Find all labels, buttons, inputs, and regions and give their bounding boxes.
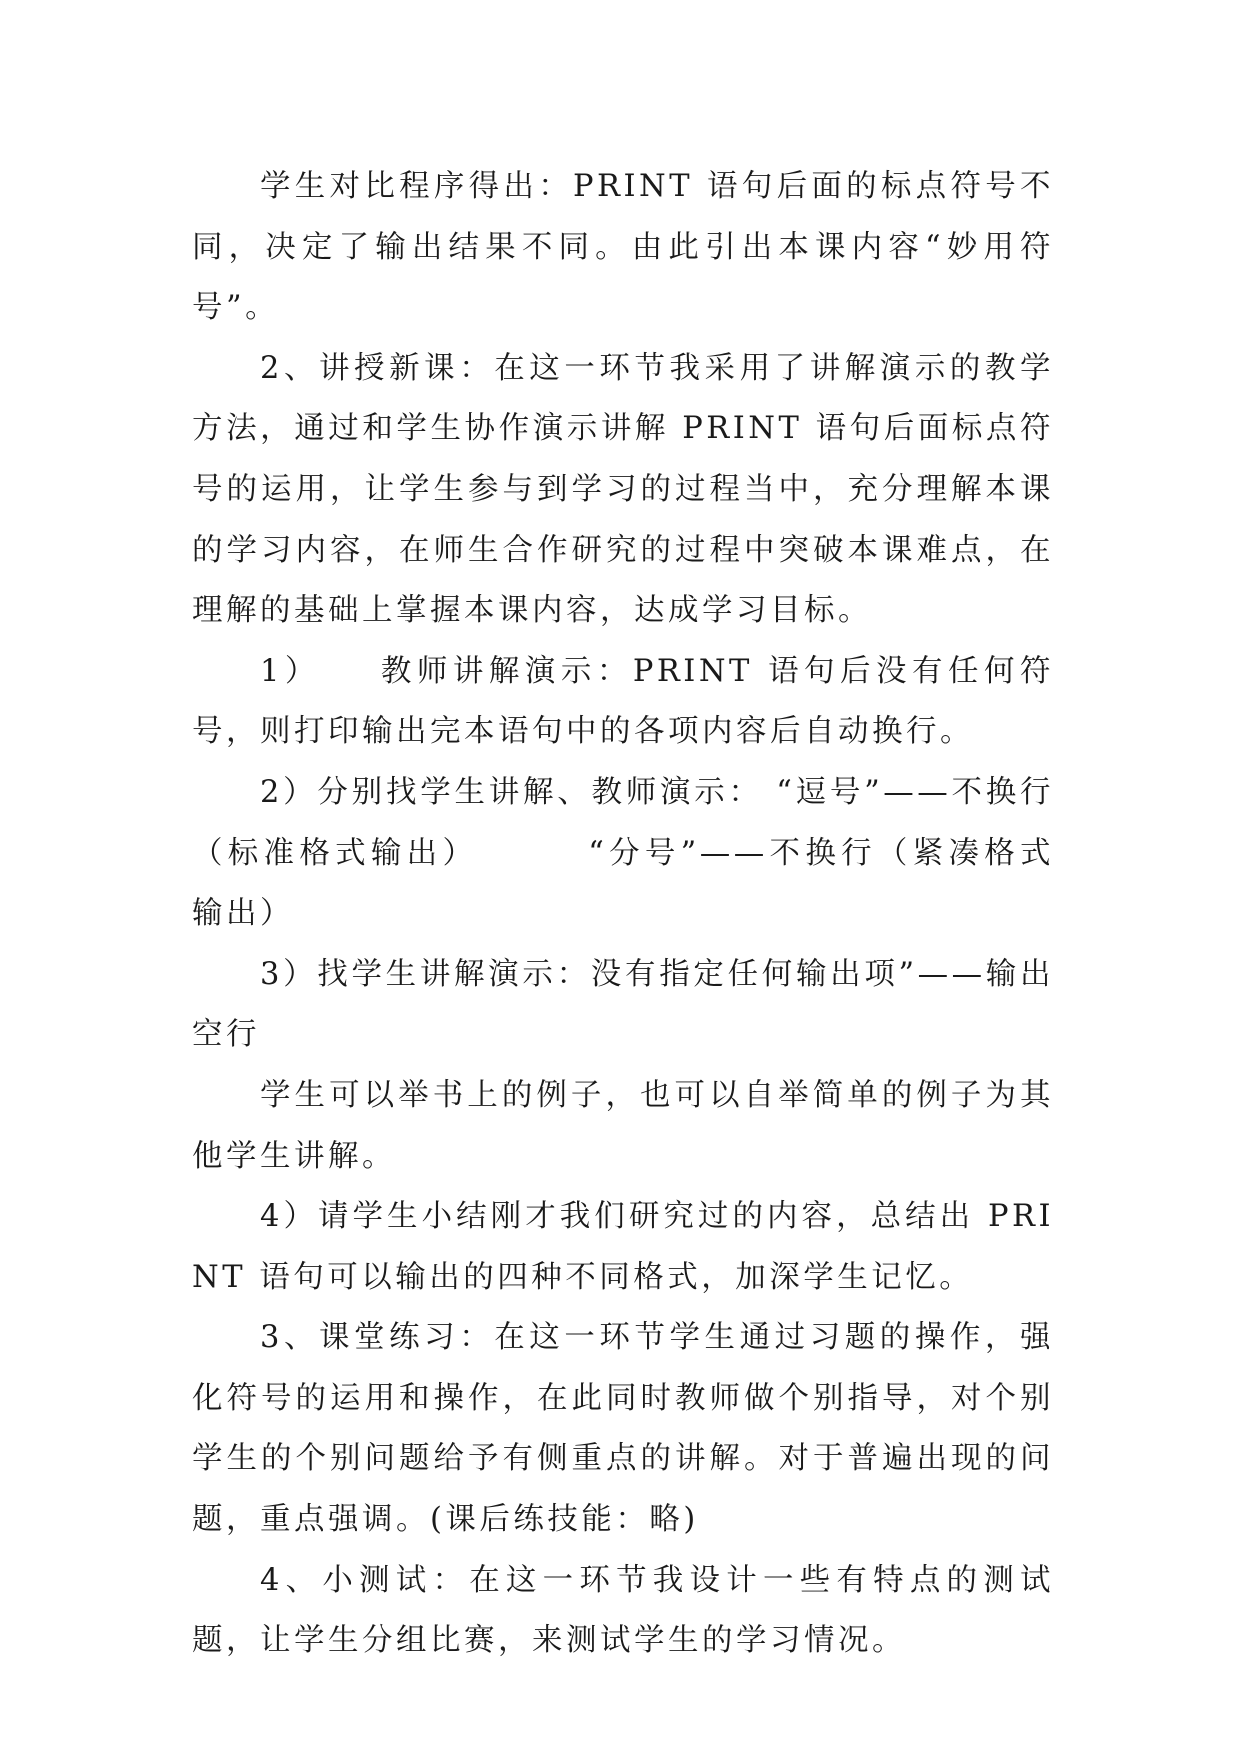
item-1-number: 1） <box>260 653 321 689</box>
document-body <box>192 157 1054 1672</box>
item-2-comma: “逗号”——不换行（标准格式输出） <box>192 774 1055 871</box>
item-2-prefix: 2）分别找学生讲解、教师演示： <box>260 774 763 810</box>
paragraph-quiz: 4、小测试：在这一环节我设计一些有特点的测试题，让学生分组比赛，来测试学生的学习情况。 <box>192 1562 1054 1659</box>
paragraph-item-3: 3）找学生讲解演示：没有指定任何输出项”——输出空行 <box>192 956 1054 1053</box>
paragraph-item-4: 4）请学生小结刚才我们研究过的内容，总结出 PRINT 语句可以输出的四种不同格式，加深学生记忆。 <box>192 1199 1054 1295</box>
paragraph-intro-conclusion: 学生对比程序得出：PRINT 语句后面的标点符号不同，决定了输出结果不同。由此引出本课内容“妙用符号”。 <box>192 169 1054 326</box>
paragraph-item-2 <box>192 763 1054 945</box>
item-1-text: 教师讲解演示：PRINT 语句后没有任何符号，则打印输出完本语句中的各项内容后自动换行。 <box>192 653 1054 750</box>
paragraph-student-examples: 学生可以举书上的例子，也可以自举简单的例子为其他学生讲解。 <box>192 1077 1054 1174</box>
paragraph-classroom-practice: 3、课堂练习：在这一环节学生通过习题的操作，强化符号的运用和操作，在此同时教师做个别指导，对个别学生的个别问题给予有侧重点的讲解。对于普遍出现的问题，重点强调。(课后练技能：略) <box>192 1320 1054 1538</box>
item-2-semicolon: “分号”——不换行（紧凑格式输出） <box>192 835 1055 932</box>
paragraph-new-lesson: 2、讲授新课：在这一环节我采用了讲解演示的教学方法，通过和学生协作演示讲解 PRINT 语句后面标点符号的运用，让学生参与到学习的过程当中，充分理解本课的学习内容，在师生合作研究的过程中突破本课难点，在理解的基础上掌握本课内容，达成学习目标。 <box>192 350 1054 629</box>
paragraph-item-1 <box>192 642 1054 763</box>
